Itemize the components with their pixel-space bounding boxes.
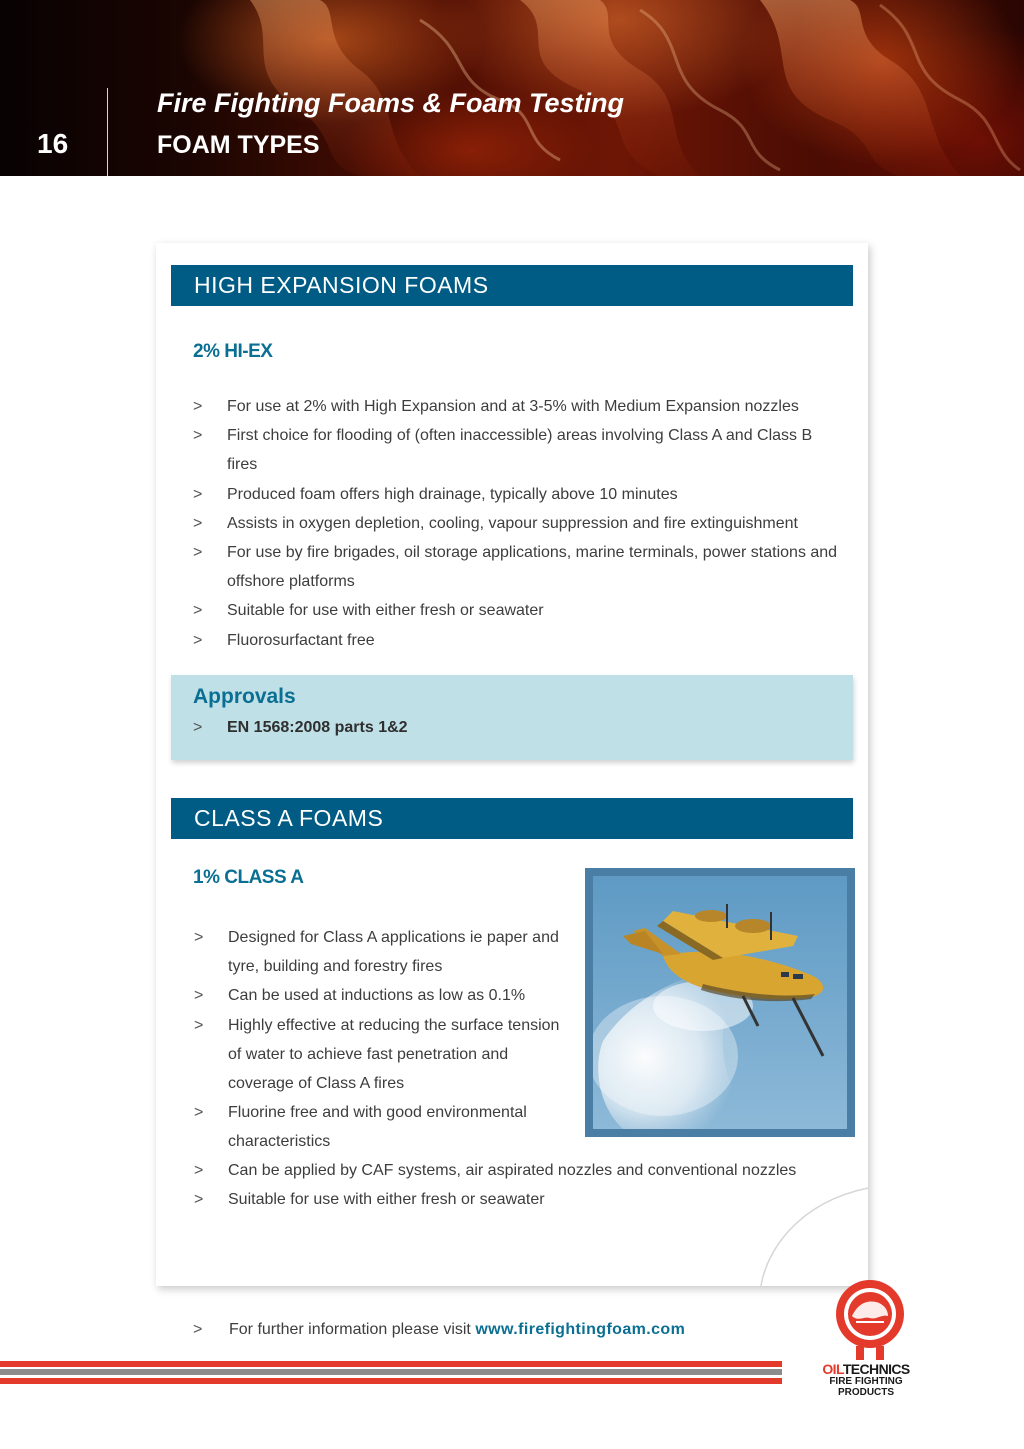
- brand-tagline: [816, 1376, 916, 1398]
- list-item: [194, 1156, 844, 1185]
- section-heading-high-expansion: [171, 265, 853, 306]
- hi-ex-feature-list: [193, 392, 843, 655]
- bullet-chevron: >: [193, 602, 203, 620]
- further-info-line: [193, 1321, 685, 1339]
- list-item-text: First choice for flooding of (often inaccessible) areas involving Class A and Class B fires: [227, 427, 813, 474]
- bullet-chevron: >: [193, 544, 203, 562]
- list-item: [193, 392, 843, 421]
- bullet-chevron: >: [193, 485, 203, 503]
- page-number: 16: [37, 128, 69, 159]
- brand-name-oil: OIL: [822, 1361, 843, 1377]
- bullet-chevron: >: [193, 719, 203, 736]
- section-heading-class-a: [171, 798, 853, 839]
- approval-item-text: EN 1568:2008 parts 1&2: [227, 719, 408, 736]
- product-title-class-a: 1% CLASS A: [193, 867, 304, 888]
- bullet-chevron: >: [193, 427, 203, 445]
- page-title: FOAM TYPES: [157, 131, 320, 159]
- bullet-chevron: >: [193, 398, 203, 415]
- section-heading-label: CLASS A FOAMS: [194, 805, 384, 831]
- footer-stripe-red-2: [0, 1378, 782, 1384]
- footer-stripe-red-1: [0, 1361, 782, 1367]
- list-item-text: Suitable for use with either fresh or seawater: [228, 1191, 545, 1209]
- class-a-feature-list-continued: [194, 1156, 844, 1214]
- bullet-chevron: >: [194, 1191, 204, 1209]
- water-bomber-photo: [585, 868, 855, 1137]
- list-item-text: Assists in oxygen depletion, cooling, vapour suppression and fire extinguishment: [227, 514, 798, 532]
- list-item-text: Highly effective at reducing the surface tension of water to achieve fast penetration and coverage of Class A fires: [228, 1016, 560, 1093]
- list-item: [193, 421, 843, 479]
- product-title-hi-ex: 2% HI-EX: [193, 341, 273, 362]
- list-item-text: Designed for Class A applications ie paper and tyre, building and forestry fires: [228, 929, 559, 976]
- list-item-text: Suitable for use with either fresh or seawater: [227, 602, 544, 620]
- brand-tagline-line2: PRODUCTS: [837, 1387, 895, 1398]
- list-item: [193, 626, 843, 655]
- list-item: [193, 480, 843, 509]
- section-heading-label: HIGH EXPANSION FOAMS: [194, 272, 489, 298]
- brand-tagline-line1: FIRE FIGHTING: [829, 1376, 903, 1387]
- list-item: [194, 923, 564, 981]
- list-item-text: Can be used at inductions as low as 0.1%: [228, 987, 526, 1005]
- list-item: [193, 538, 843, 596]
- brand-name-technics: TECHNICS: [842, 1361, 910, 1377]
- list-item: [193, 509, 843, 538]
- approvals-title: Approvals: [193, 685, 296, 708]
- bullet-chevron: >: [193, 631, 203, 649]
- firefighting-aircraft-image: [593, 876, 847, 1129]
- list-item: [194, 1011, 564, 1099]
- class-a-feature-list: [194, 923, 564, 1157]
- approvals-box: [171, 675, 853, 760]
- header-divider: [107, 88, 108, 176]
- list-item-text: For use by fire brigades, oil storage applications, marine terminals, power stations and offshore platforms: [227, 544, 838, 591]
- bullet-chevron: >: [194, 1016, 204, 1034]
- bullet-chevron: >: [194, 929, 204, 946]
- list-item-text: Fluorine free and with good environmental characteristics: [228, 1104, 527, 1151]
- list-item: [193, 596, 843, 625]
- list-item-text: For use at 2% with High Expansion and at 3-5% with Medium Expansion nozzles: [227, 398, 799, 415]
- list-item-text: Fluorosurfactant free: [227, 631, 375, 649]
- website-link[interactable]: www.firefightingfoam.com: [475, 1321, 686, 1338]
- list-item-text: Produced foam offers high drainage, typically above 10 minutes: [227, 485, 678, 503]
- list-item: [194, 1098, 564, 1156]
- list-item-text: Can be applied by CAF systems, air aspirated nozzles and conventional nozzles: [228, 1162, 797, 1179]
- further-info-text: For further information please visit: [229, 1321, 471, 1338]
- header-banner: [0, 0, 1024, 176]
- brand-name: [816, 1361, 916, 1377]
- bullet-chevron: >: [193, 514, 203, 532]
- bullet-chevron: >: [194, 1104, 204, 1122]
- footer-stripe-grey: [0, 1369, 782, 1375]
- approval-item: [193, 719, 408, 737]
- bullet-chevron: >: [194, 987, 204, 1005]
- bullet-chevron: >: [193, 1321, 203, 1338]
- document-title: Fire Fighting Foams & Foam Testing: [157, 88, 625, 118]
- list-item: [194, 981, 564, 1010]
- bullet-chevron: >: [194, 1162, 204, 1179]
- list-item: [194, 1185, 844, 1214]
